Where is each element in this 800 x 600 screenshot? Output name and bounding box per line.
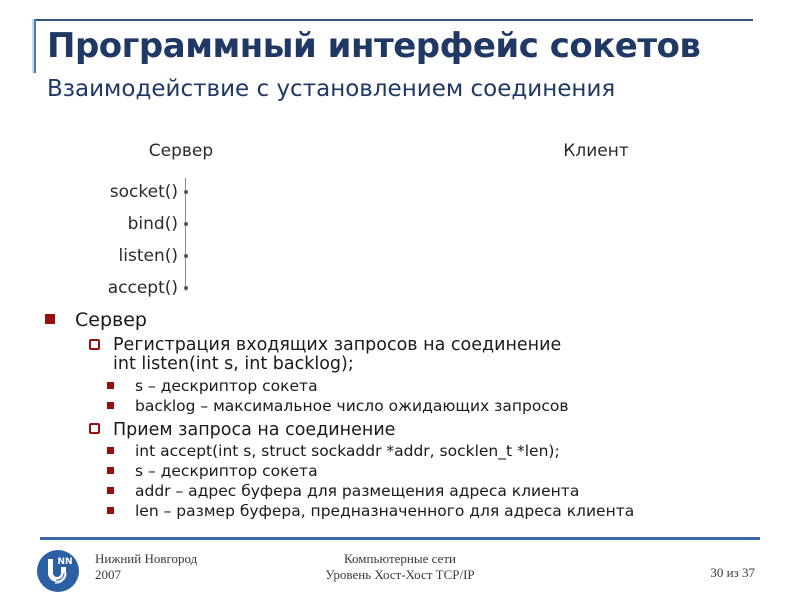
- footer-topic: Уровень Хост-Хост TCP/IP: [325, 567, 475, 582]
- footer-year: 2007: [95, 567, 121, 582]
- bullet-square-icon: [107, 507, 114, 514]
- list-item-label: Регистрация входящих запросов на соединение: [113, 335, 562, 355]
- footer-divider: [40, 537, 760, 540]
- list-item-label: s – дескриптор сокета: [135, 462, 318, 480]
- lifeline-dot-listen: [184, 254, 188, 258]
- bullet-square-icon: [45, 314, 55, 324]
- footer-course: Компьютерные сети: [344, 551, 456, 566]
- list-item-label: int accept(int s, struct sockaddr *addr, socklen_t *len);: [135, 442, 560, 460]
- bullet-square-icon: [107, 402, 114, 409]
- slide-title: Программный интерфейс сокетов: [47, 26, 701, 66]
- list-item-label: Сервер: [75, 309, 147, 331]
- lifeline-dot-accept: [184, 286, 188, 290]
- list-item-label: Прием запроса на соединение: [113, 420, 396, 440]
- call-listen: listen(): [118, 246, 178, 266]
- bullet-square-icon: [107, 487, 114, 494]
- svg-text:NN: NN: [57, 557, 73, 567]
- call-accept: accept(): [107, 278, 178, 298]
- footer-city: Нижний Новгород: [95, 551, 198, 566]
- list-item-label: s – дескриптор сокета: [135, 377, 318, 395]
- lifeline-dot-socket: [184, 190, 188, 194]
- page-number: 30 из 37: [710, 565, 755, 580]
- footer-center: [290, 551, 510, 583]
- list-item-label: int listen(int s, int backlog);: [113, 353, 354, 374]
- server-call-list: [40, 176, 178, 304]
- call-socket: socket(): [109, 182, 178, 202]
- bullet-square-icon: [107, 467, 114, 474]
- call-bind: bind(): [127, 214, 178, 234]
- list-item-label: addr – адрес буфера для размещения адреса клиента: [135, 482, 580, 500]
- list-item: [0, 461, 790, 481]
- list-item-label: len – размер буфера, предназначенного для адреса клиента: [135, 502, 635, 520]
- bullet-list: [0, 308, 790, 521]
- slide-subtitle: Взаимодействие с установлением соединения: [47, 76, 616, 102]
- footer-left: [95, 551, 197, 583]
- list-item: [0, 441, 790, 461]
- unn-logo-icon: [36, 549, 80, 593]
- bullet-square-icon: [107, 447, 114, 454]
- bullet-square-icon: [107, 382, 114, 389]
- list-item: [0, 308, 790, 332]
- bullet-hollow-square-icon: [89, 423, 100, 434]
- list-item: [0, 420, 790, 440]
- list-item: [0, 501, 790, 521]
- list-item: [0, 376, 790, 396]
- list-item: [0, 396, 790, 416]
- list-item: [0, 336, 790, 373]
- diagram-server-label: Сервер: [148, 141, 214, 161]
- list-item-label: backlog – максимальное число ожидающих запросов: [135, 397, 569, 415]
- bullet-hollow-square-icon: [89, 339, 100, 350]
- diagram-client-label: Клиент: [563, 141, 629, 161]
- server-lifeline: [185, 178, 186, 291]
- lifeline-dot-bind: [184, 222, 188, 226]
- list-item: [0, 481, 790, 501]
